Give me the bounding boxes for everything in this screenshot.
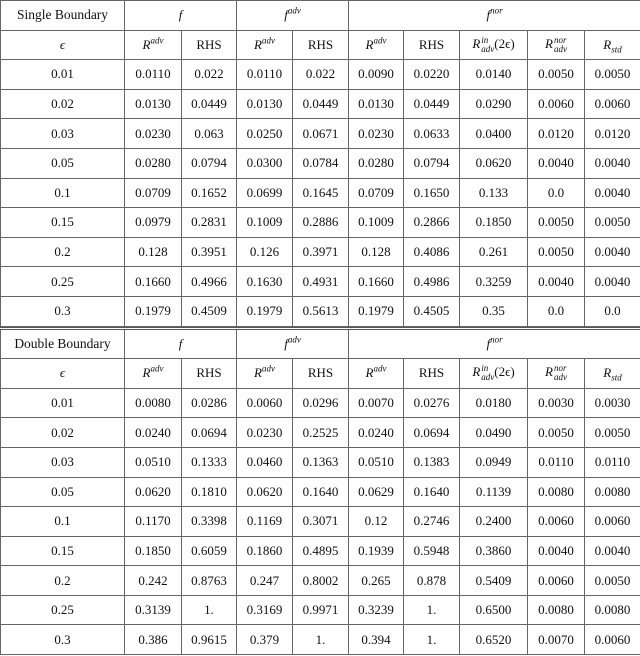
column-header xyxy=(182,359,237,389)
value-cell: 0.1169 xyxy=(237,507,293,537)
value-cell: 0.0620 xyxy=(237,477,293,507)
column-symbol: R xyxy=(472,364,481,380)
value-cell: 0.12 xyxy=(349,507,404,537)
value-cell: 0.9971 xyxy=(293,595,349,625)
table-row xyxy=(1,536,640,566)
value-cell: 0.0620 xyxy=(460,148,528,178)
column-label: RHS xyxy=(196,365,222,381)
epsilon-cell: 0.02 xyxy=(1,418,125,448)
table-row xyxy=(1,237,640,267)
group-header xyxy=(237,328,349,359)
value-cell: 0.1363 xyxy=(293,447,349,477)
table-row xyxy=(1,119,640,149)
table-title: Double Boundary xyxy=(1,328,125,359)
column-header xyxy=(293,30,349,60)
table-row xyxy=(1,89,640,119)
value-cell: 0.0 xyxy=(585,296,640,326)
value-cell: 1. xyxy=(404,595,460,625)
column-label: RHS xyxy=(418,365,445,381)
value-cell: 0.1170 xyxy=(125,507,182,537)
value-cell: 0.0230 xyxy=(237,418,293,448)
value-cell: 0.0080 xyxy=(528,595,585,625)
value-cell: 0.0120 xyxy=(528,119,585,149)
value-cell: 0.0709 xyxy=(125,178,182,208)
value-cell: 0.2400 xyxy=(460,507,528,537)
value-cell: 0.0794 xyxy=(404,148,460,178)
value-cell: 0.0060 xyxy=(585,89,640,119)
value-cell: 0.0276 xyxy=(404,388,460,418)
value-cell: 0.3860 xyxy=(460,536,528,566)
value-cell: 0.1850 xyxy=(460,208,528,238)
value-cell: 0.0296 xyxy=(293,388,349,418)
value-cell: 0.0620 xyxy=(125,477,182,507)
value-cell: 0.1979 xyxy=(237,296,293,326)
value-cell: 0.0080 xyxy=(585,477,640,507)
epsilon-cell: 0.15 xyxy=(1,208,125,238)
column-header xyxy=(349,359,404,389)
group-header-row xyxy=(1,328,640,359)
value-cell: 0.0110 xyxy=(125,60,182,90)
group-header xyxy=(125,328,237,359)
table-row xyxy=(1,60,640,90)
value-cell: 0.0300 xyxy=(237,148,293,178)
value-cell: 0.128 xyxy=(125,237,182,267)
value-cell: 0.3259 xyxy=(460,267,528,297)
epsilon-cell: 0.3 xyxy=(1,625,125,655)
group-header xyxy=(125,1,237,31)
value-cell: 0.5409 xyxy=(460,566,528,596)
script-stack xyxy=(554,36,567,54)
value-cell: 0.1850 xyxy=(125,536,182,566)
value-cell: 0.0 xyxy=(528,178,585,208)
epsilon-cell: 0.01 xyxy=(1,60,125,90)
column-label: RHS xyxy=(307,365,334,381)
column-symbol: R xyxy=(545,35,553,51)
script-stack xyxy=(554,364,567,382)
table-row xyxy=(1,208,640,238)
column-superscript: adv xyxy=(150,35,164,46)
value-cell: 0.0030 xyxy=(528,388,585,418)
table-row xyxy=(1,625,640,655)
value-cell: 0.0060 xyxy=(528,507,585,537)
value-cell: 0.0400 xyxy=(460,119,528,149)
column-subscript: adv xyxy=(553,43,567,54)
script-stack xyxy=(481,364,494,382)
value-cell: 0.0050 xyxy=(585,418,640,448)
value-cell: 0.1640 xyxy=(404,477,460,507)
value-cell: 0.063 xyxy=(182,119,237,149)
value-cell: 0.0220 xyxy=(404,60,460,90)
value-cell: 0.242 xyxy=(125,566,182,596)
table-row xyxy=(1,447,640,477)
group-header xyxy=(349,1,640,31)
value-cell: 0.0694 xyxy=(404,418,460,448)
value-cell: 0.0250 xyxy=(237,119,293,149)
column-header xyxy=(460,359,528,389)
value-cell: 0.4966 xyxy=(182,267,237,297)
group-header xyxy=(349,328,640,359)
column-header xyxy=(528,30,585,60)
double-boundary-table xyxy=(0,327,640,656)
column-symbol: R xyxy=(365,365,374,381)
value-cell: 0.0280 xyxy=(125,148,182,178)
group-superscript: nor xyxy=(490,5,503,16)
column-suffix: (2ϵ) xyxy=(494,364,515,380)
table-row xyxy=(1,388,640,418)
column-symbol: R xyxy=(142,365,151,381)
column-superscript: adv xyxy=(373,364,387,375)
epsilon-symbol: ϵ xyxy=(59,36,66,52)
value-cell: 0.0180 xyxy=(460,388,528,418)
epsilon-cell: 0.01 xyxy=(1,388,125,418)
value-cell: 0.0120 xyxy=(585,119,640,149)
value-cell: 0.3071 xyxy=(293,507,349,537)
column-superscript: adv xyxy=(261,364,275,375)
column-superscript: nor xyxy=(553,34,567,45)
value-cell: 0.0633 xyxy=(404,119,460,149)
column-label: RHS xyxy=(307,36,334,52)
value-cell: 0.4986 xyxy=(404,267,460,297)
value-cell: 0.261 xyxy=(460,237,528,267)
value-cell: 0.5613 xyxy=(293,296,349,326)
column-header xyxy=(404,30,460,60)
value-cell: 0.2746 xyxy=(404,507,460,537)
value-cell: 0.0060 xyxy=(528,566,585,596)
value-cell: 0.265 xyxy=(349,566,404,596)
value-cell: 0.0090 xyxy=(349,60,404,90)
value-cell: 0.6500 xyxy=(460,595,528,625)
value-cell: 0.0240 xyxy=(349,418,404,448)
column-header xyxy=(528,359,585,389)
value-cell: 0.0060 xyxy=(237,388,293,418)
value-cell: 0.0040 xyxy=(528,536,585,566)
column-header xyxy=(585,30,640,60)
value-cell: 0.0040 xyxy=(585,267,640,297)
value-cell: 0.0784 xyxy=(293,148,349,178)
column-superscript: in xyxy=(481,363,489,374)
value-cell: 0.1979 xyxy=(125,296,182,326)
column-symbol: R xyxy=(254,365,262,381)
value-cell: 0.128 xyxy=(349,237,404,267)
value-cell: 0.394 xyxy=(349,625,404,655)
value-cell: 0.0449 xyxy=(182,89,237,119)
value-cell: 0.0449 xyxy=(404,89,460,119)
epsilon-cell: 0.1 xyxy=(1,178,125,208)
value-cell: 1. xyxy=(404,625,460,655)
table-row xyxy=(1,178,640,208)
value-cell: 0.0280 xyxy=(349,148,404,178)
value-cell: 0.0060 xyxy=(585,625,640,655)
value-cell: 0.247 xyxy=(237,566,293,596)
value-cell: 0.0510 xyxy=(125,447,182,477)
value-cell: 0.0070 xyxy=(528,625,585,655)
value-cell: 0.0286 xyxy=(182,388,237,418)
column-superscript: adv xyxy=(373,35,387,46)
value-cell: 0.1630 xyxy=(237,267,293,297)
epsilon-cell: 0.03 xyxy=(1,447,125,477)
column-subscript: adv xyxy=(553,372,567,383)
value-cell: 0.1860 xyxy=(237,536,293,566)
value-cell: 0.3398 xyxy=(182,507,237,537)
epsilon-cell: 0.05 xyxy=(1,148,125,178)
column-header xyxy=(349,30,404,60)
value-cell: 0.0080 xyxy=(528,477,585,507)
value-cell: 0.0040 xyxy=(528,148,585,178)
value-cell: 0.0040 xyxy=(585,178,640,208)
value-cell: 0.0080 xyxy=(125,388,182,418)
value-cell: 0.2525 xyxy=(293,418,349,448)
value-cell: 0.35 xyxy=(460,296,528,326)
value-cell: 0.1939 xyxy=(349,536,404,566)
column-header xyxy=(293,359,349,389)
table-row xyxy=(1,267,640,297)
column-label: RHS xyxy=(196,36,222,52)
value-cell: 0.0510 xyxy=(349,447,404,477)
column-superscript: nor xyxy=(553,363,567,374)
group-superscript: adv xyxy=(287,5,301,16)
value-cell: 0.3971 xyxy=(293,237,349,267)
column-symbol: R xyxy=(365,36,374,52)
value-cell: 0.1645 xyxy=(293,178,349,208)
value-cell: 0.1139 xyxy=(460,477,528,507)
value-cell: 0.1383 xyxy=(404,447,460,477)
value-cell: 0.0040 xyxy=(585,536,640,566)
epsilon-symbol: ϵ xyxy=(59,365,66,381)
epsilon-cell: 0.1 xyxy=(1,507,125,537)
group-superscript: nor xyxy=(490,334,503,345)
value-cell: 0.0130 xyxy=(125,89,182,119)
epsilon-cell: 0.25 xyxy=(1,267,125,297)
value-cell: 0.0460 xyxy=(237,447,293,477)
epsilon-header xyxy=(1,359,125,389)
epsilon-cell: 0.02 xyxy=(1,89,125,119)
epsilon-cell: 0.2 xyxy=(1,237,125,267)
value-cell: 0.386 xyxy=(125,625,182,655)
table-title: Single Boundary xyxy=(1,1,125,31)
value-cell: 0.0671 xyxy=(293,119,349,149)
table-row xyxy=(1,148,640,178)
column-header xyxy=(585,359,640,389)
column-subscript: adv xyxy=(481,372,495,383)
value-cell: 0.0080 xyxy=(585,595,640,625)
value-cell: 0.0 xyxy=(528,296,585,326)
value-cell: 0.3239 xyxy=(349,595,404,625)
epsilon-cell: 0.03 xyxy=(1,119,125,149)
group-symbol: f xyxy=(178,335,183,351)
group-symbol: f xyxy=(178,7,183,23)
group-symbol: f xyxy=(486,7,491,23)
value-cell: 0.3139 xyxy=(125,595,182,625)
value-cell: 0.0240 xyxy=(125,418,182,448)
group-symbol: f xyxy=(486,335,491,351)
value-cell: 0.3169 xyxy=(237,595,293,625)
value-cell: 0.5948 xyxy=(404,536,460,566)
epsilon-header xyxy=(1,30,125,60)
column-symbol: R xyxy=(142,36,151,52)
value-cell: 0.0130 xyxy=(237,89,293,119)
value-cell: 0.0709 xyxy=(349,178,404,208)
value-cell: 0.1979 xyxy=(349,296,404,326)
single-boundary-table xyxy=(0,0,640,327)
table-row xyxy=(1,418,640,448)
value-cell: 0.0050 xyxy=(528,237,585,267)
value-cell: 0.022 xyxy=(293,60,349,90)
value-cell: 0.0030 xyxy=(585,388,640,418)
epsilon-cell: 0.3 xyxy=(1,296,125,326)
column-label: RHS xyxy=(418,36,445,52)
value-cell: 0.2886 xyxy=(293,208,349,238)
column-symbol: R xyxy=(603,365,612,381)
value-cell: 0.0060 xyxy=(528,89,585,119)
column-superscript: adv xyxy=(150,364,164,375)
value-cell: 0.8002 xyxy=(293,566,349,596)
value-cell: 0.3951 xyxy=(182,237,237,267)
value-cell: 0.6520 xyxy=(460,625,528,655)
value-cell: 0.1009 xyxy=(349,208,404,238)
value-cell: 0.6059 xyxy=(182,536,237,566)
epsilon-cell: 0.2 xyxy=(1,566,125,596)
group-header-row xyxy=(1,1,640,31)
value-cell: 0.1333 xyxy=(182,447,237,477)
value-cell: 0.4509 xyxy=(182,296,237,326)
value-cell: 0.1009 xyxy=(237,208,293,238)
value-cell: 0.0060 xyxy=(585,507,640,537)
column-header-row xyxy=(1,30,640,60)
value-cell: 0.4931 xyxy=(293,267,349,297)
column-header xyxy=(125,359,182,389)
value-cell: 0.9615 xyxy=(182,625,237,655)
table-row xyxy=(1,566,640,596)
column-superscript: adv xyxy=(261,35,275,46)
value-cell: 0.022 xyxy=(182,60,237,90)
column-header-row xyxy=(1,359,640,389)
value-cell: 0.0050 xyxy=(585,566,640,596)
value-cell: 0.0449 xyxy=(293,89,349,119)
column-symbol: R xyxy=(603,36,612,52)
group-symbol: f xyxy=(284,335,288,351)
value-cell: 0.0050 xyxy=(528,208,585,238)
value-cell: 0.0699 xyxy=(237,178,293,208)
value-cell: 0.0040 xyxy=(528,267,585,297)
value-cell: 0.878 xyxy=(404,566,460,596)
group-symbol: f xyxy=(284,7,288,23)
value-cell: 0.2831 xyxy=(182,208,237,238)
value-cell: 0.0949 xyxy=(460,447,528,477)
table-row xyxy=(1,477,640,507)
column-subscript: std xyxy=(611,373,622,384)
column-symbol: R xyxy=(254,36,262,52)
column-header xyxy=(237,359,293,389)
value-cell: 0.8763 xyxy=(182,566,237,596)
value-cell: 0.0110 xyxy=(528,447,585,477)
value-cell: 0.0490 xyxy=(460,418,528,448)
value-cell: 0.133 xyxy=(460,178,528,208)
value-cell: 0.1640 xyxy=(293,477,349,507)
value-cell: 0.2866 xyxy=(404,208,460,238)
value-cell: 0.0050 xyxy=(585,208,640,238)
value-cell: 0.4895 xyxy=(293,536,349,566)
value-cell: 0.0694 xyxy=(182,418,237,448)
value-cell: 0.379 xyxy=(237,625,293,655)
value-cell: 0.0110 xyxy=(237,60,293,90)
value-cell: 0.1652 xyxy=(182,178,237,208)
value-cell: 0.0230 xyxy=(349,119,404,149)
epsilon-cell: 0.15 xyxy=(1,536,125,566)
epsilon-cell: 0.25 xyxy=(1,595,125,625)
value-cell: 0.4505 xyxy=(404,296,460,326)
value-cell: 0.1810 xyxy=(182,477,237,507)
column-symbol: R xyxy=(472,35,481,51)
value-cell: 0.4086 xyxy=(404,237,460,267)
value-cell: 0.1650 xyxy=(404,178,460,208)
value-cell: 0.0110 xyxy=(585,447,640,477)
value-cell: 1. xyxy=(182,595,237,625)
column-symbol: R xyxy=(545,364,553,380)
script-stack xyxy=(481,36,494,54)
value-cell: 0.0040 xyxy=(585,237,640,267)
value-cell: 0.1660 xyxy=(125,267,182,297)
value-cell: 0.0629 xyxy=(349,477,404,507)
table-row xyxy=(1,296,640,326)
value-cell: 0.0979 xyxy=(125,208,182,238)
value-cell: 0.0040 xyxy=(585,148,640,178)
group-superscript: adv xyxy=(287,334,301,345)
group-header xyxy=(237,1,349,31)
table-row xyxy=(1,507,640,537)
column-subscript: std xyxy=(611,44,622,55)
value-cell: 0.0140 xyxy=(460,60,528,90)
column-header xyxy=(182,30,237,60)
value-cell: 0.0050 xyxy=(528,418,585,448)
value-cell: 0.0130 xyxy=(349,89,404,119)
column-superscript: in xyxy=(481,34,489,45)
column-subscript: adv xyxy=(481,43,495,54)
column-header xyxy=(125,30,182,60)
value-cell: 1. xyxy=(293,625,349,655)
value-cell: 0.0050 xyxy=(585,60,640,90)
column-header xyxy=(237,30,293,60)
epsilon-cell: 0.05 xyxy=(1,477,125,507)
value-cell: 0.126 xyxy=(237,237,293,267)
column-header xyxy=(404,359,460,389)
value-cell: 0.0070 xyxy=(349,388,404,418)
value-cell: 0.0794 xyxy=(182,148,237,178)
column-suffix: (2ϵ) xyxy=(494,35,515,51)
value-cell: 0.1660 xyxy=(349,267,404,297)
value-cell: 0.0290 xyxy=(460,89,528,119)
value-cell: 0.0050 xyxy=(528,60,585,90)
value-cell: 0.0230 xyxy=(125,119,182,149)
column-header xyxy=(460,30,528,60)
table-row xyxy=(1,595,640,625)
